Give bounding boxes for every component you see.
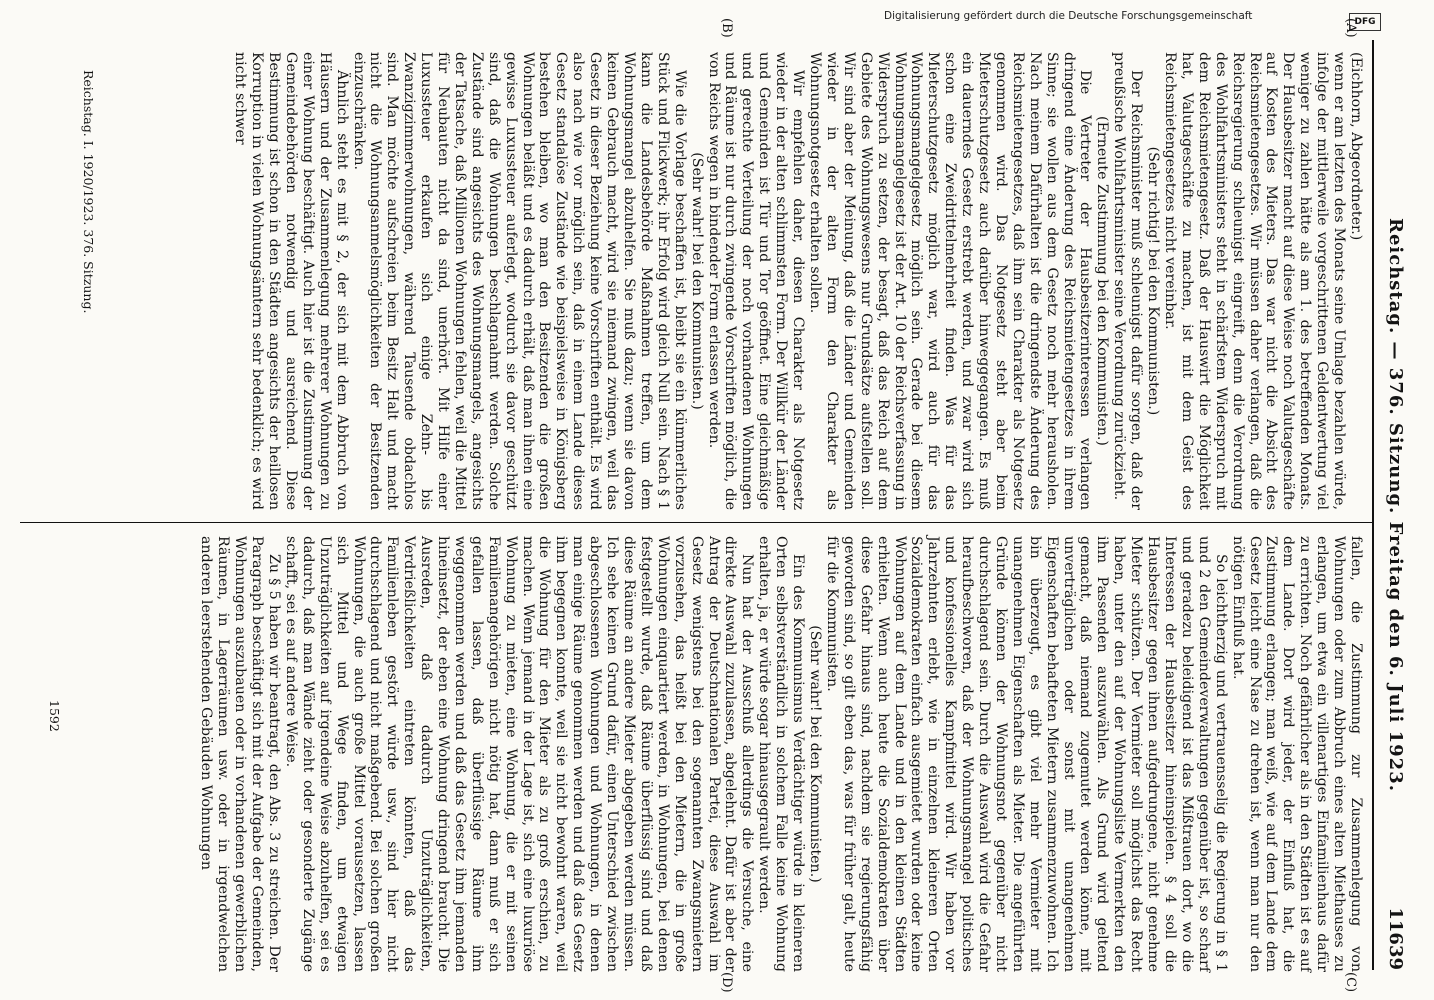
right-column-paragraph: Ein des Kommunismus Verdächtiger würde in kleineren Orten selbstverständlich in solchem Falle keine Wohnung erhalten, ja, er würde sogar hinausgegrault werden. — [756, 536, 807, 972]
header-rule — [1372, 40, 1374, 970]
digitization-note: Digitalisierung gefördert durch die Deutsche Forschungsgemeinschaft — [884, 10, 1253, 22]
page-header — [1376, 40, 1406, 970]
left-column-paragraph: (Sehr wahr! bei den Kommunisten.) — [688, 152, 705, 410]
footer-left: Reichstag. I. 1920/1923. 376. Sitzung. — [81, 70, 96, 314]
dfg-logo: DFG — [1349, 13, 1381, 31]
left-column-paragraph: Ähnlich steht es mit § 2, der sich mit dem Abbruch von Häusern und der Zusammenlegung mehrerer Wohnungen zu einer Wohnung beschäftigt. Auch hier ist die Zustimmung der Gemeindebehörden notwendig und ausreichend. Diese Bestimmung ist schon in den Städten angesichts der heillosen Korruption in vielen Wohnungsämtern sehr bedenklich; es wird nicht schwer — [232, 52, 350, 510]
margin-mark-c: (C) — [1343, 972, 1358, 993]
margin-mark-a: (A) — [1343, 18, 1358, 38]
right-column-paragraph: So leichtherzig und vertrauensselig die Regierung in § 1 und 2 den Gemeindeverwaltungen gegenüber ist, so scharf und geradezu beleidigend ist das Mißtrauen dort, wo die Interessen der Hausbesitzer hineinspielen. § 4 soll die Hausbesitzer gegen ihnen aufgedrungene, nicht genehme Mieter schützen. Der Vermieter soll möglichst das Recht haben, unter den auf der Wohnungsliste Vermerkten den ihm Passenden auszuwählen. Als Grund wird geltend gemacht, daß niemand zugemutet werden könne, mit unverträglichen oder sonst mit unangenehmen Eigenschaften behafteten Mietern zusammenzuwohnen. Ich bin überzeugt, es gibt viel mehr Vermieter mit unangenehmen Eigenschaften als Mieter. Die angeführten Gründe können der Wohnungsnot gegenüber nicht durchschlagend sein. Durch die Auswahl wird die Gefahr heraufbeschworen, daß der Wohnungsmangel politisches und konfessionelles Kampfmittel wird. Wir haben vor Jahrzehnten erlebt, wie in einzelnen kleineren Orten Sozialdemokraten einfach ausgemietet wurden oder keine Wohnungen auf dem Lande und in den kleinen Städten erhielten. Wenn auch heute die Sozialdemokraten über diese Gefahr hinaus sind, nachdem sie regierungsfähig geworden sind, so gilt eben das, was für früher galt, heute für die Kommunisten. — [823, 536, 1229, 972]
right-column-paragraph: Zu § 5 haben wir beantragt, den Abs. 3 zu streichen. Der Paragraph beschäftigt sich mit der Aufgabe der Gemeinden, Wohnungen auszubauen oder in vorhandenen gewerblichen Räumen, in Lagerräumen usw. oder in irgendwelchen anderen leerstehenden Gebäuden Wohnungen — [198, 536, 282, 972]
right-column-paragraph: Nun hat der Ausschuß allerdings die Versuche, eine direkte Auswahl zuzulassen, abgelehnt. Dafür ist aber der Antrag der Deutschnationalen Partei, diese Auswahl im Gesetz wenigstens bei den sogenannten Zwangsmietern vorzusehen, das heißt bei den Mietern, die in große Wohnungen einquartiert werden, in Wohnungen, bei denen festgestellt wurde, daß Räume überflüssig sind und daß diese Räume an andere Mieter abgegeben werden müssen. Ich sehe keinen Grund dafür, einen Unterschied zwischen abgeschlossenen Wohnungen und Wohnungen, in denen man einige Räume genommen werden und daß das Gesetz ihm begegnen konnte, weil sie nicht bewohnt waren, weil die Wohnung für den Mieter als zu groß erschien, zu machen. Wenn jemand in der Lage ist, sich eine luxuriöse Wohnung zu mieten, eine Wohnung, die er mit seinen Familienangehörigen nicht nötig hat, dann muß er sich gefallen lassen, daß überflüssige Räume ihm weggenommen werden und daß das Gesetz ihm jemanden hineinsetzt, der eben eine Wohnung dringend braucht. Die Ausreden, daß dadurch Unzuträglichkeiten, Verdrießlichkeiten eintreten könnten, daß das Familienleben gestört würde usw., sind hier nicht durchschlagend und nicht maßgebend. Bei solchen großen Wohnungen, die auch große Mittel voraussetzen, lassen sich Mittel und Wege finden, um etwaigen Unzuträglichkeiten auf irgendeine Weise abzuhelfen, sei es dadurch, daß man Wände zieht oder gesonderte Zugänge schafft, sei es auf andere Weise. — [282, 536, 756, 972]
margin-mark-d: (D) — [719, 972, 734, 993]
left-column-paragraph: Der Reichsminister muß schleunigst dafür sorgen, daß der preußische Wohlfahrtsminister seine Verordnung zurückzieht. — [1111, 52, 1145, 510]
margin-mark-b: (B) — [719, 18, 734, 38]
right-column — [197, 536, 1364, 972]
left-column-paragraph: (Erneute Zustimmung bei den Kommunisten.) — [1094, 116, 1111, 446]
left-column-paragraph: Wir empfehlen daher, diesen Charakter als Notgesetz wieder in der alten schlimmsten Form. Der Willkür der Länder und Gemeinden ist Tür und Tor geöffnet. Eine gleichmäßige und gerechte Verteilung der noch vorhandenen Wohnungen und Räume ist nur durch zwingende Vorschriften möglich, die von Reichs wegen in bindender Form erlassen werden. — [705, 52, 807, 510]
left-column-paragraph: (Sehr richtig! bei den Kommunisten.) — [1145, 146, 1162, 416]
right-column-paragraph: fallen, die Zustimmung zur Zusammenlegung von Wohnungen oder zum Abbruch eines alten Miethauses zu erlangen, um etwa ein villenartiges Einfamilienhaus dafür zu errichten. Noch gefährlicher als in den Städten ist es auf dem Lande. Dort wird jeder, der Einfluß hat, die Zustimmung erlangen; man weiß, wie auf dem Lande dem Gesetz leicht eine Nase zu drehen ist, wenn man nur den nötigen Einfluß hat. — [1229, 536, 1364, 972]
left-column-paragraph: Wie die Vorlage beschaffen ist, bleibt sie ein kümmerliches Stück und Flickwerk; ihr Erfolg wird gleich Null sein. Nach § 1 kann die Landesbehörde Maßnahmen treffen, um dem Wohnungsmangel abzuhelfen. Sie muß dazu; wenn sie davon keinen Gebrauch macht, wird sie niemand zwingen, weil das Gesetz in dieser Beziehung keine Vorschriften enthält. Es wird also nach wie vor möglich sein, daß in einem Lande dieses Gesetz standalöse Zustände wie beispielsweise in Königsberg bestehen bleiben, wo man den Besitzenden die großen Wohnungen beläßt und es dadurch erhält, daß man ihnen eine gewisse Luxussteuer auferlegt, wodurch sie davor geschützt sind, daß die Wohnungen beschlagnahmt werden. Solche Zustände sind angesichts des Wohnungsmangels, angesichts der Tatsache, daß Millionen Wohnungen fehlen, weil die Mittel für Neubauten nicht da sind, unerhört. Mit Hilfe einer Luxussteuer erkaufen sich einige Zehn- bis Zwanzigzimmerwohnungen, während Tausende obdachlos sind. Man möchte aufschreien beim Besitz Halt und macht nicht die Wohnungsanmelsmöglichkeiten der Besitzenden einzuschränken. — [350, 52, 688, 510]
header-title: Reichstag. — 376. Sitzung. Freitag den 6. Juli 1923. — [1385, 218, 1406, 792]
left-column-paragraph: Die Vertreter der Hausbesitzerinteressen verlangen dringend eine Änderung des Reichsmietengesetzes in ihrem Sinne; sie wollen aus dem Gesetz noch mehr herausholen. Nach meinem Dafürhalten ist die dringendste Änderung des Reichsmietengesetzes, daß ihm sein Charakter als Notgesetz genommen wird. Das Notgesetz steht aber beim Mieterschutzgesetz auch darüber hinweggegangen. Es muß ein dauerndes Gesetz erstrebt werden, und zwar wird sich schon eine Zweidrittelmehrheit finden. Was für das Mieterschutzgesetz möglich war, wird auch für das Wohnungsmangelgesetz möglich sein. Gerade bei diesem Wohnungsmangelgesetz ist der Art. 10 der Reichsverfassung in Widerspruch zu setzen, der besagt, daß das Reich auf dem Gebiete des Wohnungswesens nur Grundsätze aufstellen soll. Wir sind aber der Meinung, daß die Länder und Gemeinden wieder in der alten Form den Charakter als Wohnungsnotgesetz erhalten sollen. — [807, 52, 1094, 510]
left-column-paragraph: wenn er am letzten des Monats seine Umlage bezahlen würde, infolge der mittlerweile vorgeschrittenen Geldentwertung viel weniger zu zahlen hätte als am 1. des betreffenden Monats. Der Hausbesitzer macht auf diese Weise noch Valutageschäfte auf Kosten des Mieters. Das war nicht die Absicht des Reichsmietengesetzes. Wir müssen daher verlangen, daß die Reichsregierung schleunigst eingreift, denn die Verordnung des Wohlfahrtsministers steht in schärfstem Widerspruch mit dem Reichsmietengesetz. Daß der Hauswirt die Möglichkeit hat, Valutageschäfte zu machen, ist mit dem Geist des Reichsmietengesetzes nicht vereinbar. — [1162, 52, 1348, 510]
left-column — [231, 52, 1364, 510]
right-column-paragraph: (Sehr wahr! bei den Kommunisten.) — [807, 625, 823, 883]
header-page-number: 11639 — [1385, 907, 1406, 970]
column-divider — [20, 522, 1372, 523]
footer-page-number: 1592 — [47, 700, 62, 732]
left-column-paragraph: (Eichhorn, Abgeordneter.) — [1348, 52, 1364, 241]
